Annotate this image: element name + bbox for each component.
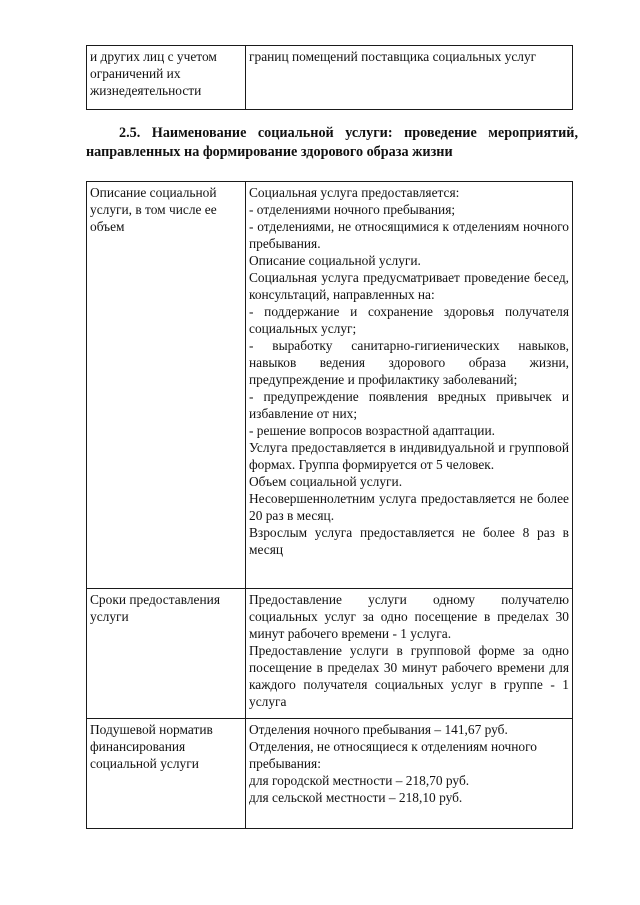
terms-line: Предоставление услуги одному получателю социальных услуг за одно посещение в пределах 30 минут рабочего времени - 1 услуга. (249, 592, 569, 641)
description-line: - решение вопросов возрастной адаптации. (249, 423, 495, 438)
row-value-finance (246, 719, 573, 829)
section-heading: 2.5. Наименование социальной услуги: проведение мероприятий, направленных на формирование здорового образа жизни (86, 125, 578, 160)
description-line: - выработку санитарно-гигиенических навыков, навыков ведения здорового образа жизни, предупреждение и профилактику заболеваний; (249, 338, 569, 387)
finance-line: Отделения, не относящиеся к отделениям ночного пребывания: (249, 739, 537, 771)
description-line: - поддержание и сохранение здоровья получателя социальных услуг; (249, 304, 569, 336)
continuation-table (86, 45, 573, 110)
description-line: Взрослым услуга предоставляется не более 8 раз в месяц (249, 525, 569, 557)
row-value-description (246, 182, 573, 589)
row-value-terms (246, 589, 573, 719)
description-line: Описание социальной услуги. (249, 253, 421, 268)
terms-line: Предоставление услуги в групповой форме за одно посещение в пределах 30 минут рабочего времени для каждого получателя социальных услуг в группе - 1 услуга (249, 643, 569, 709)
table-row-finance (87, 719, 573, 829)
description-line: Услуга предоставляется в индивидуальной и групповой формах. Группа формируется от 5 человек. (249, 440, 569, 472)
continuation-cell-label: и других лиц с учетом ограничений их жизнедеятельности (87, 46, 246, 110)
finance-line: для сельской местности – 218,10 руб. (249, 790, 463, 805)
row-label-finance: Подушевой норматив финансирования социальной услуги (87, 719, 246, 829)
description-line: Объем социальной услуги. (249, 474, 403, 489)
description-line: Социальная услуга предусматривает проведение бесед, консультаций, направленных на: (249, 270, 569, 302)
finance-line: для городской местности – 218,70 руб. (249, 773, 470, 788)
table-row-terms (87, 589, 573, 719)
description-line: Социальная услуга предоставляется: (249, 185, 460, 200)
finance-line: Отделения ночного пребывания – 141,67 руб. (249, 722, 508, 737)
description-line: - отделениями, не относящимися к отделениям ночного пребывания. (249, 219, 569, 251)
description-line: Несовершеннолетним услуга предоставляется не более 20 раз в месяц. (249, 491, 569, 523)
continuation-cell-value: границ помещений поставщика социальных услуг (246, 46, 573, 110)
table-row-description (87, 182, 573, 589)
row-label-description: Описание социальной услуги, в том числе ее объем (87, 182, 246, 589)
table-row (87, 46, 573, 110)
service-table (86, 181, 573, 829)
row-label-terms: Сроки предоставления услуги (87, 589, 246, 719)
description-line: - отделениями ночного пребывания; (249, 202, 456, 217)
description-line: - предупреждение появления вредных привычек и избавление от них; (249, 389, 569, 421)
